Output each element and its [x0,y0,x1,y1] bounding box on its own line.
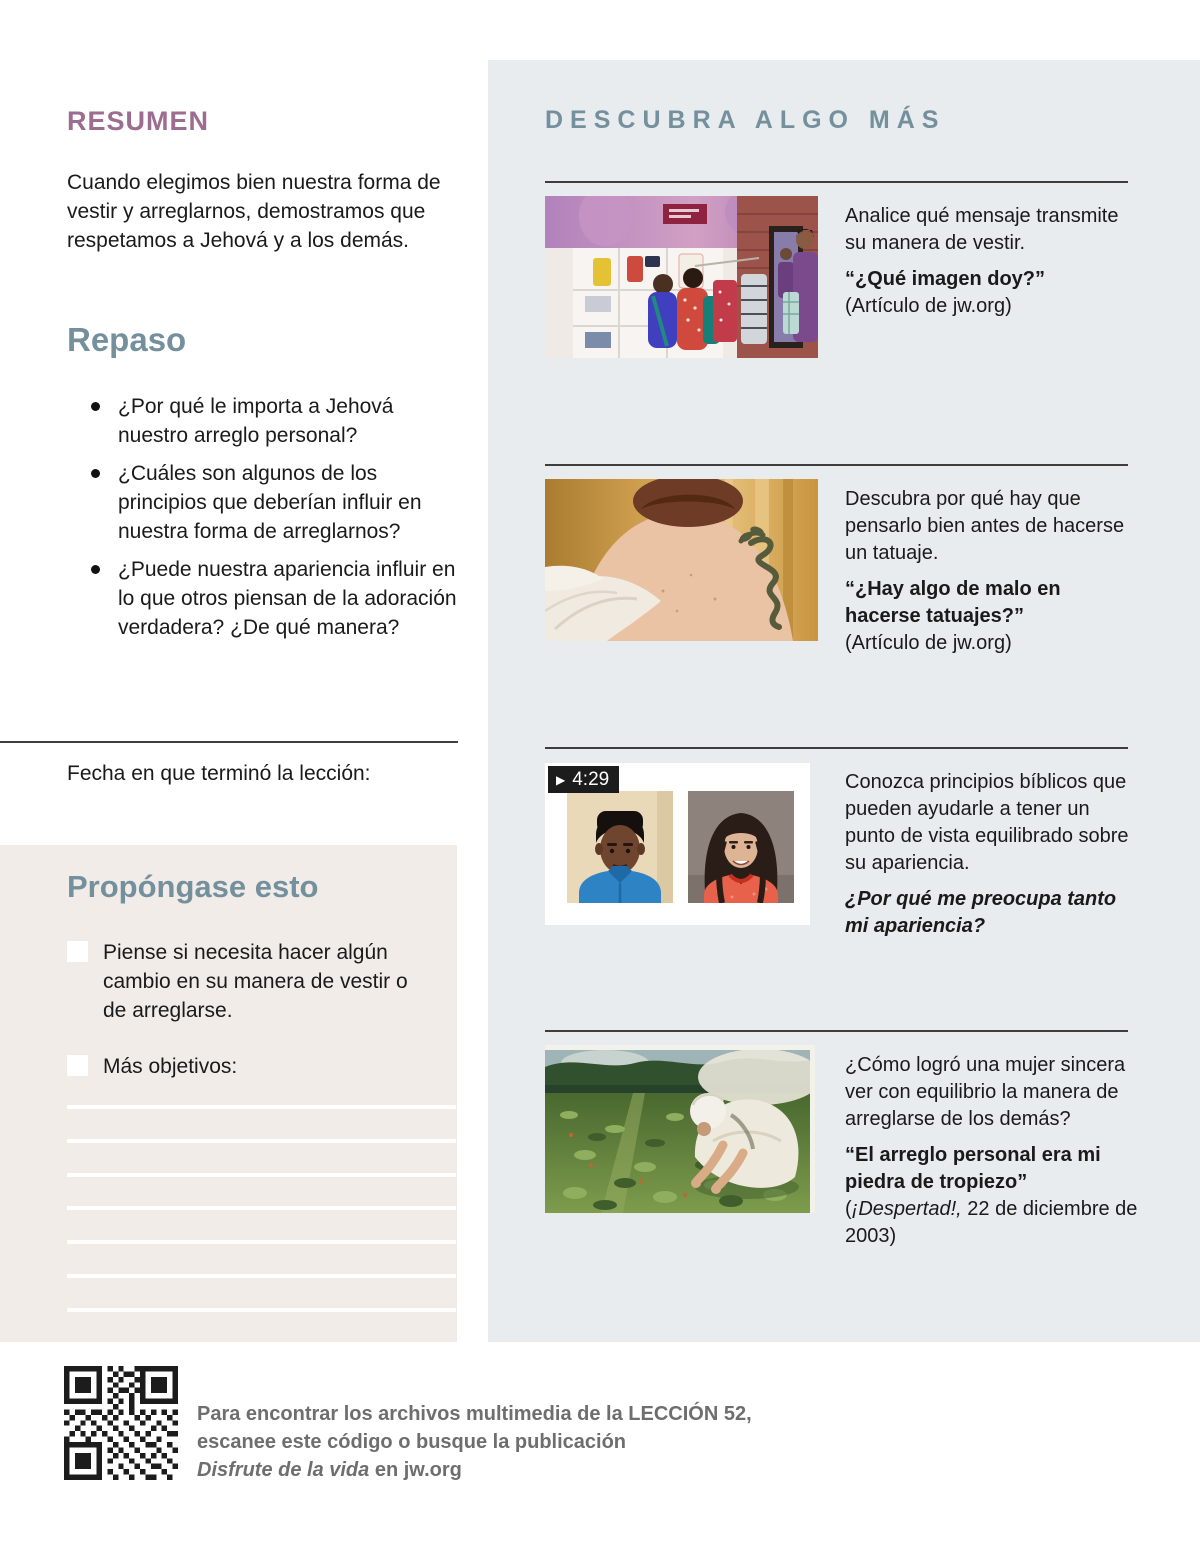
repaso-item [90,459,462,546]
qr-code [64,1366,178,1480]
item-divider [545,1030,1128,1032]
item-title: ¿Por qué me preocupa tanto mi apariencia? [845,888,1117,937]
item-title: “El arreglo personal era mi piedra de tropiezo” [845,1144,1101,1193]
repaso-item [90,392,462,450]
section-divider [0,741,458,743]
goals-box [0,845,457,1342]
item-description: Analice qué mensaje transmite su manera de vestir. [845,205,1119,254]
publication-title: Disfrute de la vida [197,1459,370,1481]
video-thumbnail[interactable] [545,763,810,925]
repaso-item-text: ¿Por qué le importa a Jehová nuestro arreglo personal? [118,395,394,447]
writing-line [67,1139,456,1143]
writing-line [67,1173,456,1177]
play-icon: ▶ [556,772,566,787]
item-description: Descubra por qué hay que pensarlo bien antes de hacerse un tatuaje. [845,488,1125,564]
goals-heading: Propóngase esto [67,869,319,904]
repaso-item-text: ¿Cuáles son algunos de los principios que deberían influir en nuestra forma de arreglarnos? [118,462,422,543]
item-source-publication: ¡Despertad!, [851,1198,962,1220]
item-title: “¿Qué imagen doy?” [845,268,1046,290]
item-divider [545,464,1128,466]
discover-heading: DESCUBRA ALGO MÁS [545,106,946,134]
goal-checkbox[interactable] [67,941,88,962]
writing-line [67,1105,456,1109]
item-divider [545,747,1128,749]
discover-panel [488,60,1200,1342]
footer-note [197,1400,752,1484]
goal-item [67,938,419,1025]
item-source: (Artículo de jw.org) [845,632,1012,654]
footer-line-1: Para encontrar los archivos multimedia de la LECCIÓN 52, [197,1403,752,1425]
footer-line-2: escanee este código o busque la publicación [197,1431,627,1453]
item-source: (¡Despertad!, 22 de diciembre de 2003) [845,1198,1138,1247]
goal-label: Piense si necesita hacer algún cambio en su manera de vestir o de arreglarse. [103,941,408,1022]
clothing-store-image [545,196,818,358]
item-divider [545,181,1128,183]
bullet-icon [91,565,100,574]
lesson-date-label: Fecha en que terminó la lección: [67,762,371,785]
repaso-item [90,555,462,642]
video-duration: 4:29 [572,768,610,790]
bullet-icon [91,469,100,478]
item-text [845,769,1139,940]
item-text [845,1052,1139,1250]
video-photo-woman [688,791,794,903]
goal-item [67,1052,419,1081]
footer-line-3: Disfrute de la vida en jw.org [197,1459,462,1481]
repaso-list [90,392,462,651]
item-description: ¿Cómo logró una mujer sincera ver con equilibrio la manera de arreglarse de los demás? [845,1054,1126,1130]
item-text [845,486,1139,657]
resumen-heading: RESUMEN [67,106,210,136]
goal-checkbox[interactable] [67,1055,88,1076]
goal-label: Más objetivos: [103,1055,238,1078]
video-badge [548,766,619,793]
tattoo-image [545,479,818,641]
writing-line [67,1308,456,1312]
repaso-heading: Repaso [67,321,187,358]
item-text [845,203,1139,320]
writing-line [67,1206,456,1210]
video-photo-man [567,791,673,903]
item-title: “¿Hay algo de malo en hacerse tatuajes?” [845,578,1061,627]
item-source: (Artículo de jw.org) [845,295,1012,317]
writing-line [67,1274,456,1278]
field-worker-image [545,1045,815,1213]
item-description: Conozca principios bíblicos que pueden ayudarle a tener un punto de vista equilibrado sobre su apariencia. [845,771,1129,874]
resumen-paragraph: Cuando elegimos bien nuestra forma de vestir y arreglarnos, demostramos que respetamos a Jehová y a los demás. [67,171,441,252]
writing-line [67,1240,456,1244]
repaso-item-text: ¿Puede nuestra apariencia influir en lo que otros piensan de la adoración verdadera? ¿De qué manera? [118,558,457,639]
bullet-icon [91,402,100,411]
